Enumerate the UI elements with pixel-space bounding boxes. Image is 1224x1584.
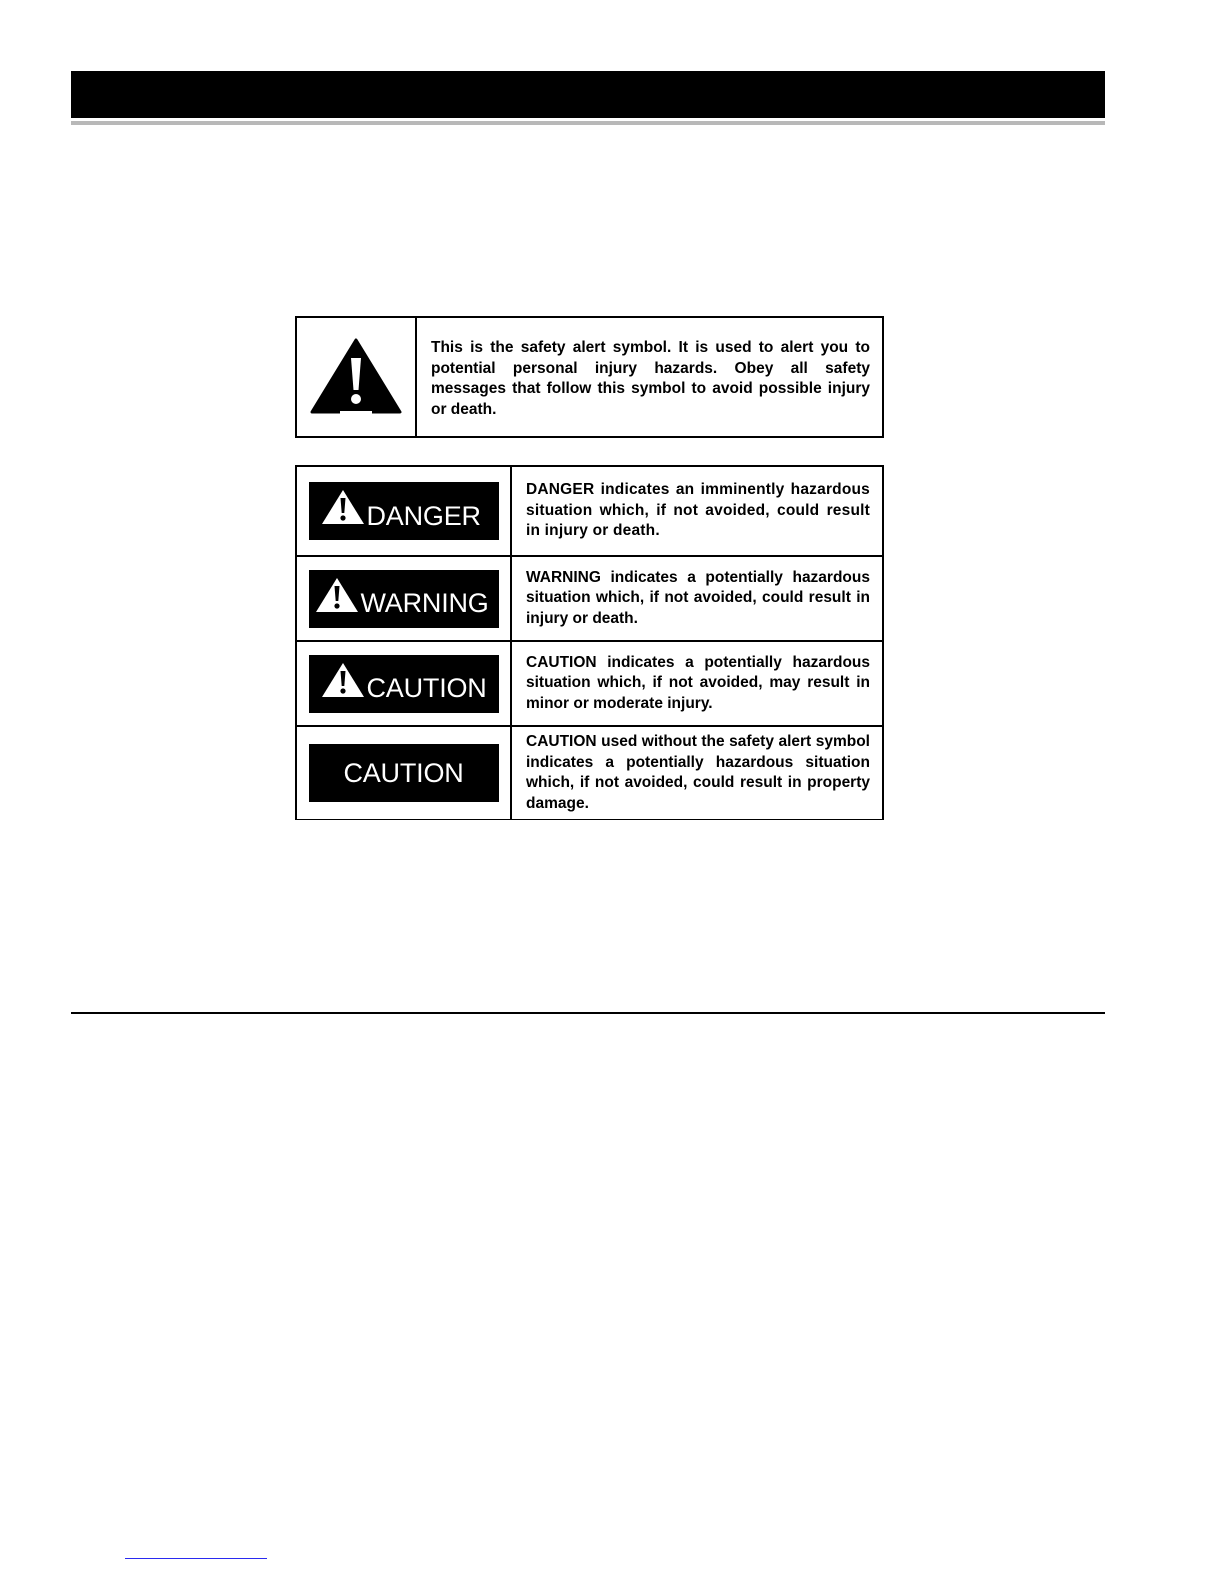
alert-triangle-icon [315,577,359,613]
signal-row-caution-alert [297,642,882,727]
caution-plain-signal-panel [309,744,499,802]
link-underline [125,1558,267,1559]
caution-alert-description: CAUTION indicates a potentially hazardous situation which, if not avoided, may result in minor or moderate injury. [526,653,870,712]
signal-description [512,642,882,725]
alert-triangle-icon [321,662,365,698]
caution-plain-description: CAUTION used without the safety alert symbol indicates a potentially hazardous situation which, if not avoided, could result in property damage. [526,733,870,812]
danger-description: DANGER indicates an imminently hazardous situation which, if not avoided, could result in injury or death. [526,481,870,540]
signal-row-warning [297,557,882,642]
signal-label-cell [297,467,512,555]
safety-alert-symbol-cell [297,318,417,436]
signal-word-label: DANGER [366,500,481,531]
signal-label-cell [297,642,512,725]
signal-word-label: WARNING [360,588,489,618]
signal-label-cell [297,557,512,640]
warning-signal-panel [309,570,499,628]
header-bar [71,71,1105,118]
signal-word-label: CAUTION [366,673,487,703]
signal-description [512,727,882,819]
safety-alert-triangle-icon [310,338,402,416]
warning-description: WARNING indicates a potentially hazardous situation which, if not avoided, could result in injury or death. [526,568,870,627]
signal-word-label: CAUTION [343,757,464,788]
signal-row-caution-plain [297,727,882,819]
safety-alert-box [295,316,884,438]
signal-description [512,467,882,555]
footer-rule [71,1012,1105,1014]
safety-alert-text: This is the safety alert symbol. It is used to alert you to potential personal injury hazards. Obey all safety messages that follow this symbol to avoid possible injury or death. [431,339,870,418]
signal-label-cell [297,727,512,819]
alert-triangle-icon [321,489,365,525]
signal-description [512,557,882,640]
signal-row-danger [297,467,882,557]
danger-signal-panel [309,482,499,540]
signal-word-table [295,465,884,820]
header-rule [71,121,1105,125]
caution-alert-signal-panel [309,655,499,713]
